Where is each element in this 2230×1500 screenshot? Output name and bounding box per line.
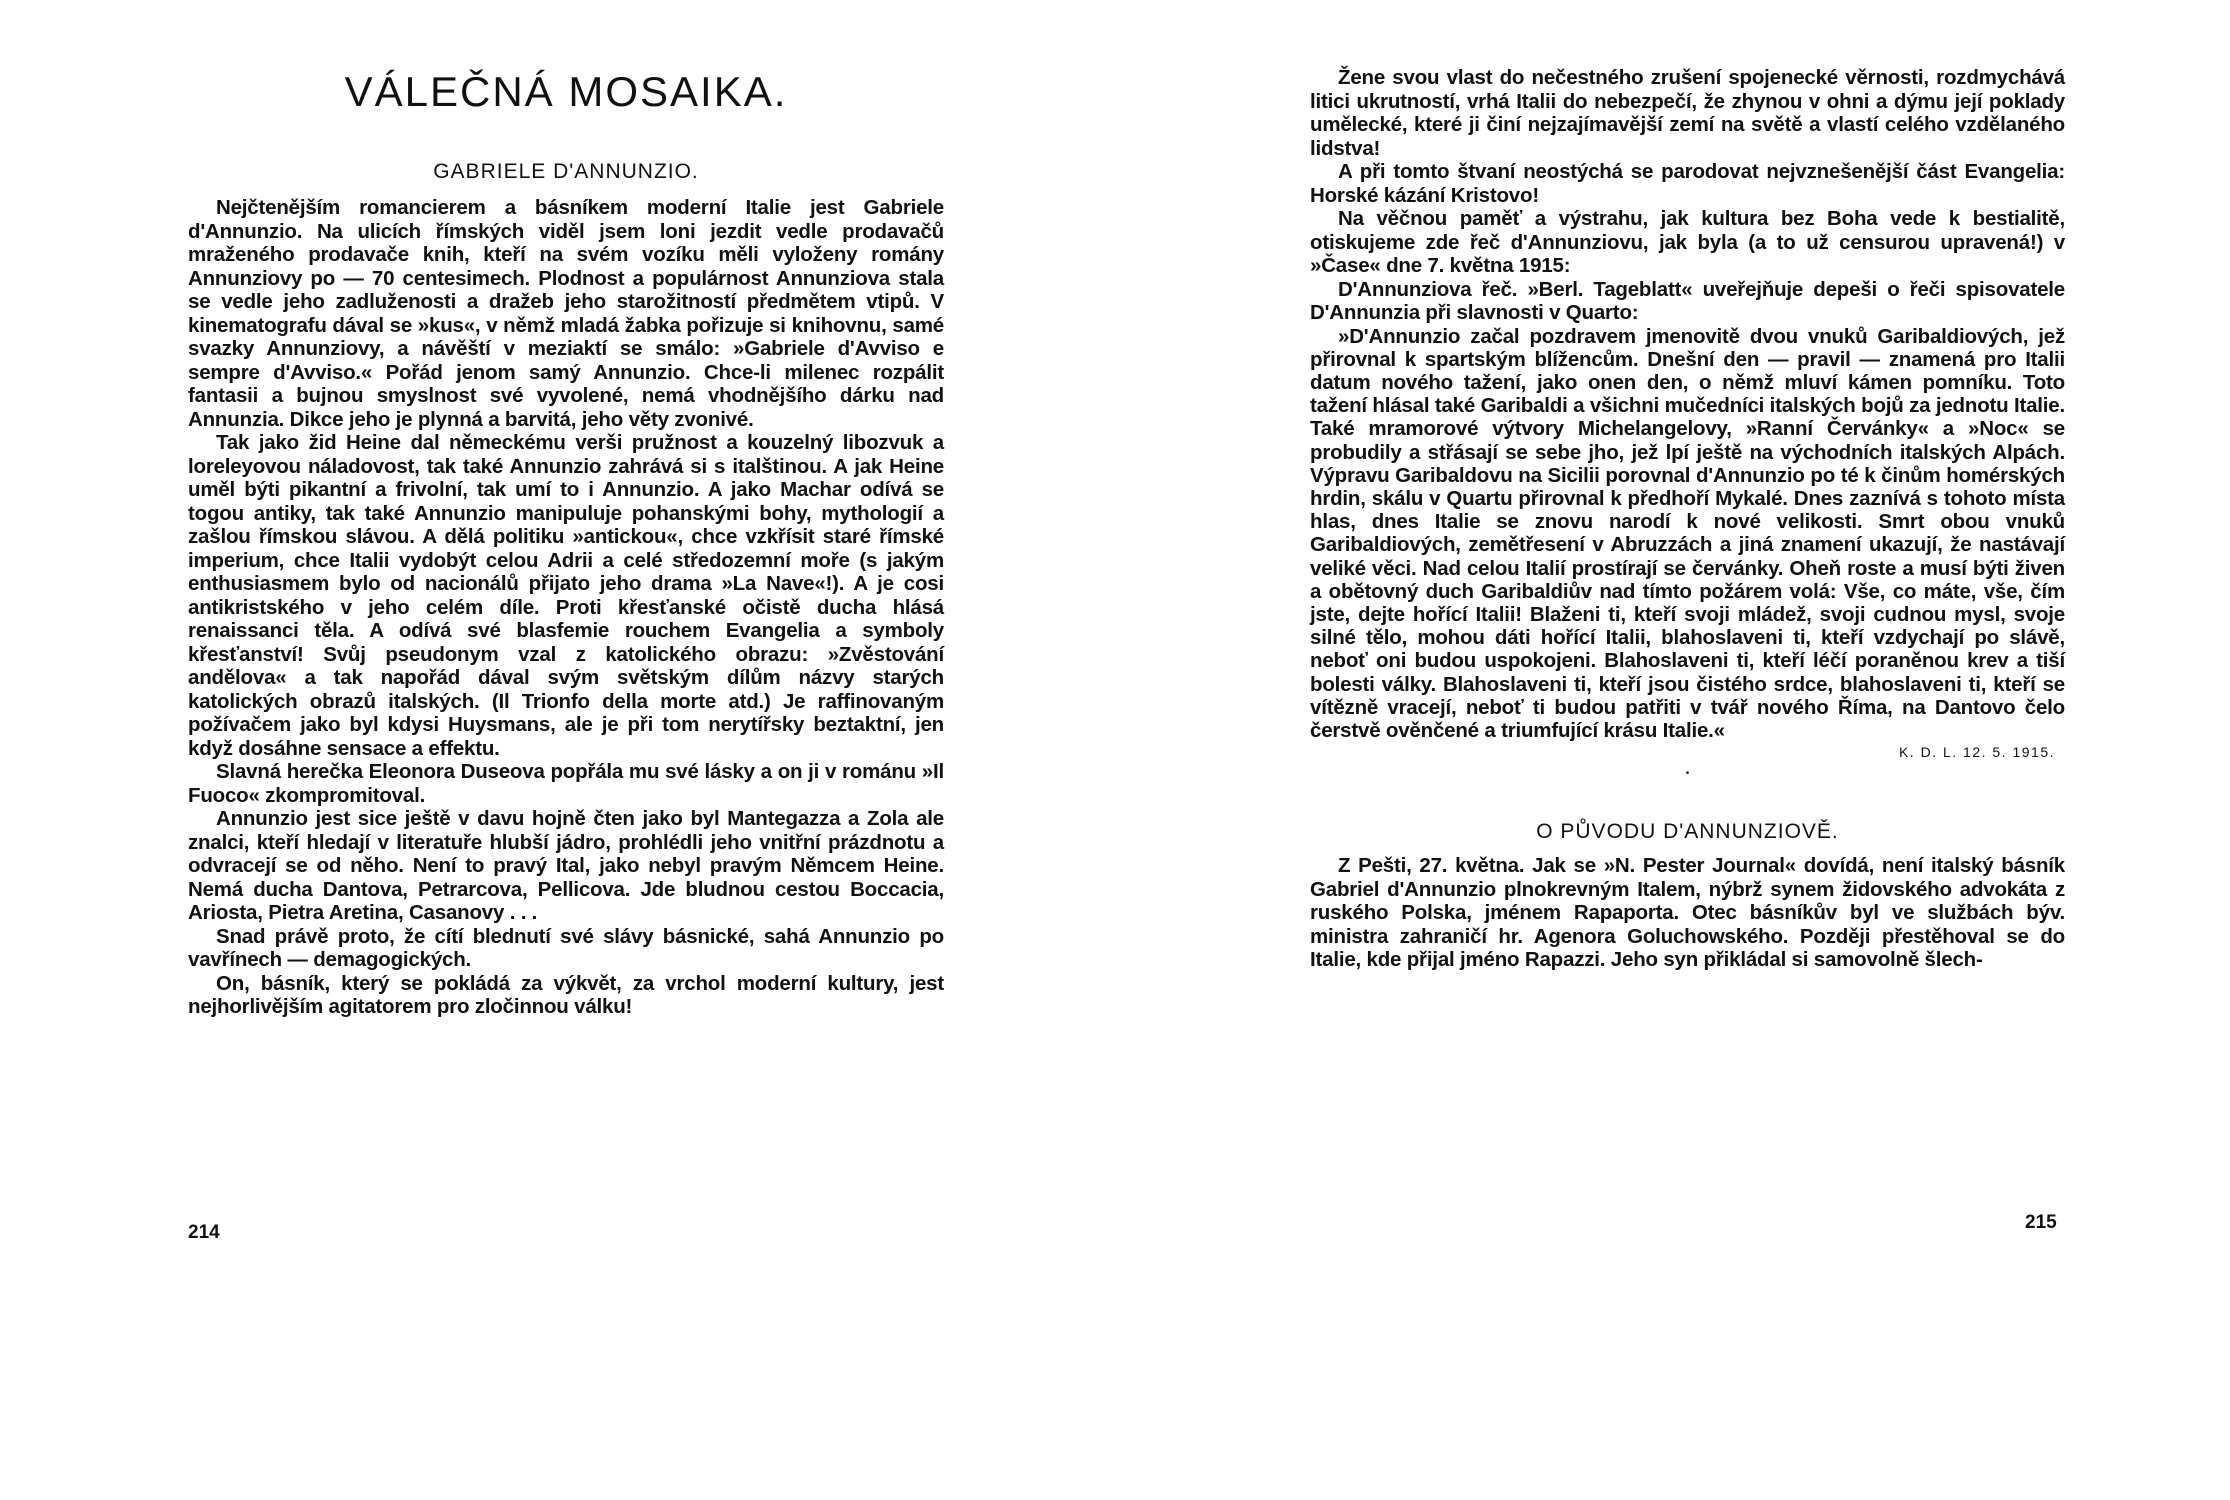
- paragraph: Na věčnou paměť a výstrahu, jak kultura bez Boha vede k bestialitě, otiskujeme zde řeč d'Annunziovu, jak byla (a to už censurou upravená!) v »Čase« dne 7. května 1915:: [1310, 207, 2065, 277]
- paragraph: Nejčtenějším romancierem a básníkem moderní Italie jest Gabriele d'Annunzio. Na ulicích římských viděl jsem loni jezdit vedle prodavačů mraženého prodavače knih, kteří na svém vozíku měli vyloženy romány Annunziovy po — 70 centesimech. Plodnost a populárnost Annunziova stala se vedle jeho zadluženosti a dražeb jeho starožitností předmětem vtipů. V kinematografu dával se »kus«, v němž mladá žabka pořizuje si knihovnu, samé svazky Annunziovy, a návěští v meziaktí se smálo: »Gabriele d'Avviso e sempre d'Avviso.« Pořád jenom samý Annunzio. Chce-li milenec rozpálit fantasii a bujnou smyslnost své vyvolené, nemá vhodnějšího dárku nad Annunzia. Dikce jeho je plynná a barvitá, jeho věty zvonivé.: [188, 196, 944, 431]
- paragraph: Žene svou vlast do nečestného zrušení spojenecké věrnosti, rozdmychává litici ukrutností, vrhá Italii do nebezpečí, že zhynou v ohni a dýmu její poklady umělecké, které ji činí nejzajímavější zemí na světě a vlastí celého vzdělaného lidstva!: [1310, 66, 2065, 160]
- paragraph: Annunzio jest sice ještě v davu hojně čten jako byl Mantegazza a Zola ale znalci, kteří hledají v literatuře hlubší jádro, prohlédli jeho vnitřní prázdnotu a odvracejí se od něho. Není to pravý Ital, jako nebyl pravým Němcem Heine. Nemá ducha Dantova, Petrarcova, Pellicova. Jde bludnou cestou Boccacia, Ariosta, Pietra Aretina, Casanovy . . .: [188, 807, 944, 924]
- signature: K. D. L. 12. 5. 1915.: [1898, 744, 2055, 761]
- paragraph: On, básník, který se pokládá za výkvět, za vrchol moderní kultury, jest nejhorlivějším agitatorem pro zločinnou válku!: [188, 971, 944, 1018]
- paragraph: Z Pešti, 27. května. Jak se »N. Pester Journal« dovídá, není italský básník Gabriel d'Annunzio plnokrevným Italem, nýbrž synem židovského advokáta z ruského Polska, jménem Rapaporta. Otec básníkův byl ve službách býv. ministra zahraničí hr. Agenora Goluchowského. Později přestěhoval se do Italie, kde přijal jméno Rapazzi. Jeho syn přikládal si samovolně šlech-: [1310, 854, 2065, 972]
- left-column: [188, 66, 944, 1019]
- paragraph: D'Annunziova řeč. »Berl. Tageblatt« uveřejňuje depeši o řeči spisovatele D'Annunzia při slavnosti v Quarto:: [1310, 277, 2065, 324]
- paragraph: A při tomto štvaní neostýchá se parodovat nejvznešenější část Evangelia: Horské kázání Kristovo!: [1310, 160, 2065, 207]
- article-subtitle: GABRIELE D'ANNUNZIO.: [433, 160, 699, 183]
- right-page: [1115, 0, 2230, 1500]
- page-number: 215: [2025, 1212, 2057, 1233]
- page-title: VÁLEČNÁ MOSAIKA.: [344, 68, 788, 115]
- right-column: [1310, 66, 2065, 972]
- page-number: 214: [188, 1222, 220, 1243]
- ornament-dot: •: [1685, 768, 1690, 780]
- paragraph: Tak jako žid Heine dal německému verši pružnost a kouzelný libozvuk a loreleyovou náladovost, tak také Annunzio zahrává si s italštinou. A jak Heine uměl býti pikantní a frivolní, tak umí to i Annunzio. A jako Machar odívá se togou antiky, tak také Annunzio manipuluje pohanskými bohy, mythologií a zašlou římskou slávou. A dělá politiku »antickou«, chce vzkřísit staré římské imperium, chce Italii vydobýt celou Adrii a celé středozemní moře (s jakým enthusiasmem bylo od nacionálů přijato jeho drama »La Nave«!). A je cosi antikristského v jeho celém díle. Proti křesťanské očistě ducha hlásá renaissanci těla. A odívá své blasfemie rouchem Evangelia a symboly křesťanství! Svůj pseudonym vzal z katolického obrazu: »Zvěstování andělova« a tak napořád dával svým světským dílům názvy starých katolických obrazů italských. (Il Trionfo della morte atd.) Je raffinovaným požívačem jako byl kdysi Huysmans, ale je při tom nerytířsky beztaktní, jen když dosáhne sensace a effektu.: [188, 431, 944, 760]
- paragraph: Snad právě proto, že cítí blednutí své slávy básnické, sahá Annunzio po vavřínech — demagogických.: [188, 924, 944, 971]
- section-title: O PŮVODU D'ANNUNZIOVĚ.: [1536, 820, 1839, 844]
- paragraph: Slavná herečka Eleonora Duseova popřála mu své lásky a on ji v románu »Il Fuoco« zkompromitoval.: [188, 760, 944, 807]
- quoted-speech: »D'Annunzio začal pozdravem jmenovitě dvou vnuků Garibaldiových, jež přirovnal k spartským blížencům. Dnešní den — pravil — znamená pro Italii datum nového tažení, jako onen den, o němž mluví kámen pomníku. Toto tažení hlásal také Garibaldi a všichni mučedníci italských bojů za jednotu Italie. Také mramorové výtvory Michelangelovy, »Ranní Červánky« a »Noc« se probudily a střásají se sebe jho, jež lpí ještě na východních italských Alpách. Výpravu Garibaldovu na Sicilii porovnal d'Annunzio po té k činům homérských hrdin, skálu v Quartu přirovnal k předhoří Mykalé. Dnes zaznívá s tohoto místa hlas, dnes Italie se znovu narodí k nové velikosti. Smrt obou vnuků Garibaldiových, zemětřesení v Abruzzách a jiná znamení ukazují, že nastávají veliké věci. Nad celou Italií prostírají se červánky. Oheň roste a musí býti živen a obětovný duch Garibaldiův nad tímto požárem volá: Vše, co máte, vše, čím jste, dejte hořící Italii! Blaženi ti, kteří svoji mládež, svoji cudnou mysl, svoje silné tělo, mohou dáti hořící Italii, blahoslaveni ti, kteří vzdychají po slávě, neboť oni budou uspokojeni. Blahoslaveni ti, kteří léčí poraněnou krev a tiší bolesti války. Blahoslaveni ti, kteří jsou čistého srdce, blahoslaveni ti, kteří se vítězně vracejí, neboť ti budou patřiti v tvář nového Říma, na Dantovo čelo čerstvě ověnčené a triumfující krásu Italie.«: [1310, 324, 2065, 742]
